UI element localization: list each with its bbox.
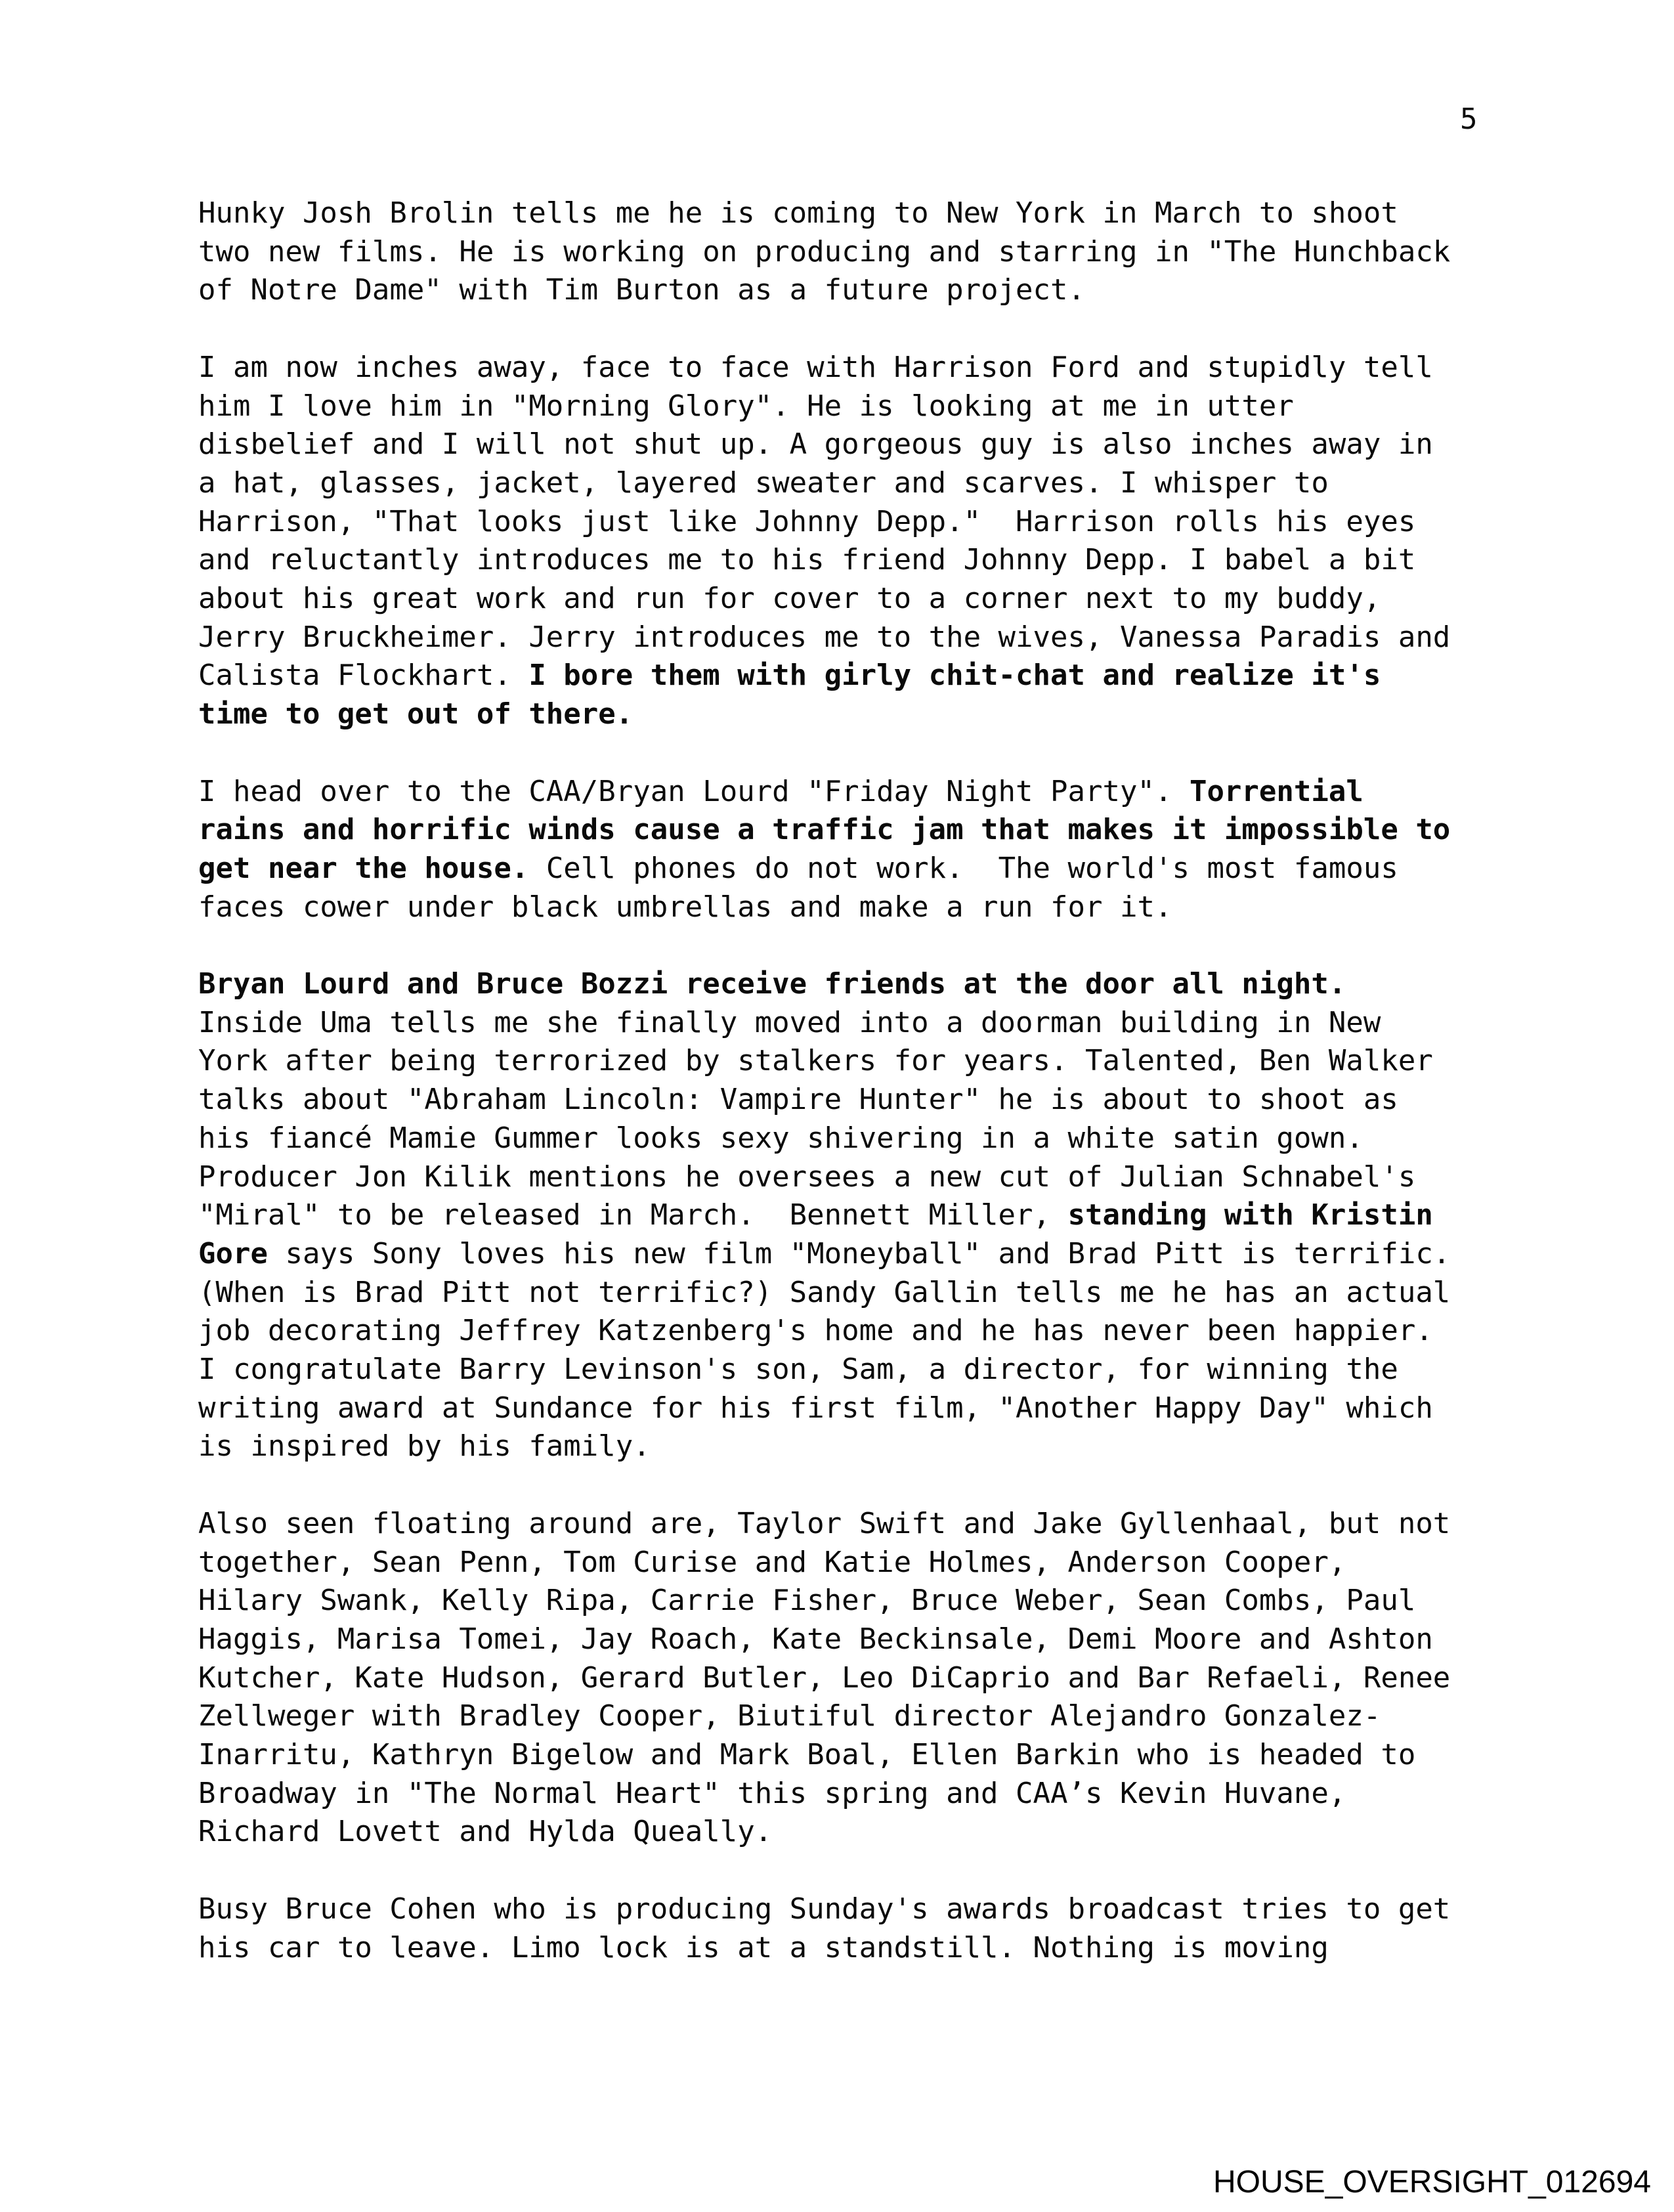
bold-text-segment: Bryan Lourd and Bruce Bozzi receive friends at the door all night. [198, 967, 1346, 1001]
text-line [198, 1620, 1450, 1659]
paragraph [198, 349, 1450, 734]
text-line [198, 1351, 1450, 1389]
text-segment: Haggis, Marisa Tomei, Jay Roach, Kate Beckinsale, Demi Moore and Ashton [198, 1622, 1433, 1656]
text-line [198, 503, 1450, 542]
bold-text-segment: time to get out of there. [198, 697, 633, 731]
text-line [198, 1813, 1450, 1852]
text-segment: (When is Brad Pitt not terrific?) Sandy Gallin tells me he has an actual [198, 1275, 1451, 1309]
text-segment: is inspired by his family. [198, 1429, 651, 1464]
text-line [198, 1929, 1450, 1968]
paragraph [198, 1505, 1450, 1852]
text-line [198, 1196, 1450, 1235]
text-segment: Zellweger with Bradley Cooper, Biutiful director Alejandro Gonzalez- [198, 1699, 1381, 1733]
text-segment: about his great work and run for cover to a corner next to my buddy, [198, 582, 1381, 616]
text-segment: Jerry Bruckheimer. Jerry introduces me to the wives, Vanessa Paradis and [198, 620, 1451, 654]
text-segment: a hat, glasses, jacket, layered sweater and scarves. I whisper to [198, 466, 1329, 500]
text-segment: I am now inches away, face to face with Harrison Ford and stupidly tell [198, 350, 1433, 384]
text-segment: Busy Bruce Cohen who is producing Sunday's awards broadcast tries to get [198, 1892, 1451, 1926]
text-segment: writing award at Sundance for his first film, "Another Happy Day" which [198, 1391, 1433, 1425]
text-segment: Producer Jon Kilik mentions he oversees a new cut of Julian Schnabel's [198, 1160, 1416, 1194]
text-line [198, 657, 1450, 695]
page-number: 5 [1460, 102, 1478, 136]
text-line [198, 194, 1450, 233]
text-line [198, 1274, 1450, 1312]
bold-text-segment: I bore them with girly chit-chat and realize it's [528, 659, 1381, 693]
text-segment: Richard Lovett and Hylda Queally. [198, 1815, 773, 1849]
text-segment: disbelief and I will not shut up. A gorgeous guy is also inches away in [198, 427, 1433, 462]
text-segment: and reluctantly introduces me to his friend Johnny Depp. I babel a bit [198, 543, 1416, 577]
text-line [198, 1042, 1450, 1081]
text-segment: Calista Flockhart. [198, 659, 529, 693]
document-body [198, 194, 1450, 1967]
text-segment: I congratulate Barry Levinson's son, Sam, a director, for winning the [198, 1353, 1398, 1387]
text-segment: Inarritu, Kathryn Bigelow and Mark Boal, Ellen Barkin who is headed to [198, 1738, 1416, 1772]
text-line [198, 773, 1450, 812]
text-line [198, 888, 1450, 927]
text-line [198, 425, 1450, 464]
text-line [198, 1389, 1450, 1428]
bold-text-segment: Gore [198, 1236, 268, 1270]
bold-text-segment: get near the house. [198, 851, 529, 885]
text-line [198, 850, 1450, 888]
text-segment: faces cower under black umbrellas and make a run for it. [198, 890, 1172, 924]
text-line [198, 618, 1450, 657]
text-segment: talks about "Abraham Lincoln: Vampire Hunter" he is about to shoot as [198, 1083, 1398, 1117]
text-segment: says Sony loves his new film "Moneyball" and Brad Pitt is terrific. [267, 1236, 1451, 1270]
text-line [198, 965, 1450, 1004]
bold-text-segment: Torrential [1189, 774, 1363, 808]
paragraph [198, 1890, 1450, 1967]
text-segment: him I love him in "Morning Glory". He is looking at me in utter [198, 389, 1294, 423]
text-segment: Hilary Swank, Kelly Ripa, Carrie Fisher, Bruce Weber, Sean Combs, Paul [198, 1584, 1416, 1618]
text-line [198, 1659, 1450, 1698]
text-segment: of Notre Dame" with Tim Burton as a future project. [198, 273, 1086, 307]
text-line [198, 1235, 1450, 1274]
text-line [198, 541, 1450, 580]
text-segment: his car to leave. Limo lock is at a standstill. Nothing is moving [198, 1930, 1329, 1964]
text-line [198, 1544, 1450, 1582]
text-line [198, 1890, 1450, 1929]
text-line [198, 1081, 1450, 1119]
text-segment: I head over to the CAA/Bryan Lourd "Friday Night Party". [198, 774, 1190, 808]
text-line [198, 1004, 1450, 1043]
text-segment: Kutcher, Kate Hudson, Gerard Butler, Leo DiCaprio and Bar Refaeli, Renee [198, 1660, 1451, 1695]
paragraph [198, 965, 1450, 1466]
text-segment: Harrison, "That looks just like Johnny Depp." Harrison rolls his eyes [198, 504, 1416, 538]
text-line [198, 1582, 1450, 1620]
text-line [198, 1312, 1450, 1351]
text-line [198, 233, 1450, 272]
text-line [198, 1505, 1450, 1544]
text-line [198, 1775, 1450, 1813]
text-line [198, 811, 1450, 850]
text-segment: Broadway in "The Normal Heart" this spring and CAA’s Kevin Huvane, [198, 1776, 1346, 1810]
text-segment: his fiancé Mamie Gummer looks sexy shivering in a white satin gown. [198, 1121, 1363, 1155]
text-line [198, 580, 1450, 618]
text-segment: Also seen floating around are, Taylor Swift and Jake Gyllenhaal, but not [198, 1506, 1451, 1540]
text-segment: "Miral" to be released in March. Bennett Miller, [198, 1198, 1068, 1232]
text-line [198, 1119, 1450, 1158]
paragraph [198, 773, 1450, 927]
bold-text-segment: standing with Kristin [1067, 1198, 1433, 1232]
text-line [198, 349, 1450, 387]
text-segment: Cell phones do not work. The world's most famous [528, 851, 1398, 885]
text-line [198, 464, 1450, 503]
footer-stamp: HOUSE_OVERSIGHT_012694 [1213, 2165, 1651, 2200]
text-line [198, 1697, 1450, 1736]
text-line [198, 271, 1450, 310]
text-segment: two new films. He is working on producing and starring in "The Hunchback [198, 234, 1451, 269]
bold-text-segment: rains and horrific winds cause a traffic jam that makes it impossible to [198, 813, 1451, 847]
text-segment: Inside Uma tells me she finally moved into a doorman building in New [198, 1005, 1381, 1039]
text-line [198, 387, 1450, 426]
text-segment: job decorating Jeffrey Katzenberg's home and he has never been happier. [198, 1314, 1433, 1348]
text-line [198, 1427, 1450, 1466]
text-line [198, 1158, 1450, 1197]
text-segment: Hunky Josh Brolin tells me he is coming to New York in March to shoot [198, 196, 1398, 230]
text-line [198, 695, 1450, 734]
text-segment: York after being terrorized by stalkers for years. Talented, Ben Walker [198, 1044, 1433, 1078]
text-segment: together, Sean Penn, Tom Curise and Katie Holmes, Anderson Cooper, [198, 1545, 1346, 1579]
paragraph [198, 194, 1450, 310]
text-line [198, 1736, 1450, 1775]
